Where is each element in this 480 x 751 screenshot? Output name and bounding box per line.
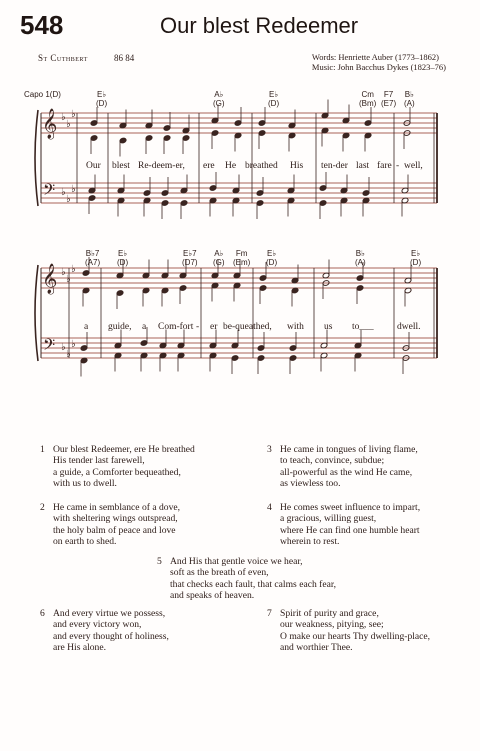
verse-line: and every victory won,: [53, 619, 142, 631]
verse-line: all-powerful as the wind He came,: [280, 466, 413, 478]
flat-icon: ♭: [61, 342, 66, 353]
hymn-title: Our blest Redeemer: [160, 13, 359, 38]
chord-symbol: [381, 90, 396, 108]
bass-clef-icon: 𝄢: [43, 336, 56, 358]
verse-line: He came in semblance of a dove,: [53, 502, 181, 513]
verse-number: 2: [40, 502, 45, 513]
lyric-syllable: ere: [203, 161, 215, 171]
chord-name: A♭: [214, 90, 224, 99]
lyric-syllable: dwell.: [397, 322, 421, 332]
verse-line: our weakness, pitying, see;: [280, 619, 384, 631]
verse-line: O make our hearts Thy dwelling-place,: [280, 630, 431, 642]
verse-line: And every virtue we possess,: [53, 608, 166, 619]
lyric-syllable: -: [396, 161, 400, 171]
chord-symbol: [117, 249, 128, 267]
chord-name: E♭7: [183, 249, 197, 258]
capo-chord-name: (A): [355, 258, 366, 267]
verse-line: and worthier Thee.: [280, 642, 353, 654]
chord-name: E♭: [97, 90, 107, 99]
lyric-syllable: Our: [86, 161, 101, 171]
flat-icon: ♭: [71, 339, 76, 350]
verse-line: on earth to shed.: [53, 536, 117, 548]
capo-chord-name: (E7): [381, 99, 397, 108]
flat-icon: ♭: [66, 349, 71, 360]
capo-label: Capo 1(D): [24, 90, 61, 99]
flat-icon: ♭: [61, 112, 66, 123]
chord-symbol: [355, 249, 366, 267]
verse-number: 3: [267, 444, 272, 455]
verse-number: 6: [40, 608, 45, 619]
lyric-syllable: ten-der: [321, 161, 348, 171]
chord-name: E♭: [118, 249, 128, 258]
verse-line: He came in tongues of living flame,: [280, 444, 418, 455]
chord-symbol: [404, 90, 415, 108]
chord-symbol: [266, 249, 277, 267]
verse-line: a guide, a Comforter bequeathed,: [53, 466, 181, 478]
flat-icon: ♭: [71, 184, 76, 195]
lyric-syllable: His: [290, 161, 304, 171]
verse-line: as viewless too.: [280, 478, 341, 490]
capo-chord-name: (A): [404, 99, 415, 108]
verse-line: with us to dwell.: [53, 478, 117, 490]
capo-chord-name: (G): [213, 99, 225, 108]
lyric-syllable: a: [142, 322, 147, 332]
verse-line: Spirit of purity and grace,: [280, 608, 379, 619]
capo-chord-name: (D): [410, 258, 422, 267]
lyric-syllable: Com-fort: [158, 322, 194, 332]
music-credit: Music: John Bacchus Dykes (1823–76): [311, 62, 446, 72]
verse-line: soft as the breath of even,: [170, 567, 269, 579]
chord-symbol: [182, 249, 198, 267]
chord-name: B♭: [404, 90, 414, 99]
chord-name: B♭: [355, 249, 365, 258]
chord-symbol: [233, 249, 250, 267]
verse-line: a gracious, willing guest,: [280, 513, 377, 525]
chord-symbol: [213, 90, 225, 108]
chord-name: F7: [383, 90, 394, 99]
chord-symbol: [213, 249, 225, 267]
chord-symbol: [96, 90, 107, 108]
lyric-syllable: -: [196, 322, 200, 332]
capo-chord-name: (G): [213, 258, 225, 267]
chord-name: E♭: [411, 249, 421, 258]
treble-clef-icon: 𝄞: [42, 109, 58, 139]
verse-line: the holy balm of peace and love: [53, 524, 176, 536]
verse-number: 1: [40, 444, 45, 455]
lyric-syllable: with: [287, 322, 304, 332]
capo-chord-name: (D7): [182, 258, 198, 267]
lyric-syllable: a: [84, 322, 89, 332]
chord-name: E♭: [269, 90, 279, 99]
tune-name: St Cuthbert: [38, 53, 88, 63]
verse-line: His tender last farewell,: [53, 455, 145, 467]
verse-line: to teach, convince, subdue;: [280, 455, 385, 467]
chord-name: E♭: [267, 249, 277, 258]
lyric-syllable: fare: [377, 161, 392, 171]
lyric-syllable: last: [356, 161, 370, 171]
lyric-syllable: to___: [352, 322, 374, 332]
chord-name: Cm: [361, 90, 374, 99]
flat-icon: ♭: [71, 109, 76, 120]
capo-chord-name: (D): [117, 258, 129, 267]
capo-chord-name: (Bm): [359, 99, 377, 108]
verse-line: And His that gentle voice we hear,: [170, 556, 303, 567]
chord-symbol: [359, 90, 376, 108]
lyric-syllable: guide,: [108, 322, 132, 332]
capo-chord-name: (D): [268, 99, 280, 108]
verse-line: where He can find one humble heart: [280, 524, 420, 536]
capo-chord-name: (D): [96, 99, 108, 108]
lyric-syllable: be-queathed,: [223, 322, 272, 332]
flat-icon: ♭: [66, 194, 71, 205]
bass-clef-icon: 𝄢: [43, 181, 56, 203]
chord-symbol: [268, 90, 279, 108]
flat-icon: ♭: [66, 274, 71, 285]
chord-symbol: [85, 249, 100, 267]
lyric-syllable: He: [225, 161, 237, 171]
chord-symbol: [410, 249, 421, 267]
verse-number: 4: [267, 502, 272, 513]
verse-line: that checks each fault, that calms each fear,: [170, 578, 337, 590]
verse-line: He comes sweet influence to impart,: [280, 502, 421, 513]
capo-chord-name: (A7): [85, 258, 101, 267]
capo-chord-name: (Em): [233, 258, 251, 267]
chord-name: B♭7: [85, 249, 100, 258]
verse-line: are His alone.: [53, 642, 107, 654]
flat-icon: ♭: [61, 187, 66, 198]
chord-name: A♭: [214, 249, 224, 258]
verse-line: wherein to rest.: [280, 536, 340, 548]
hymn-number: 548: [20, 10, 64, 40]
lyric-syllable: er: [210, 322, 218, 332]
verse-line: Our blest Redeemer, ere He breathed: [53, 444, 195, 455]
system-brace: [35, 265, 38, 361]
verse-line: and speaks of heaven.: [170, 590, 255, 602]
capo-chord-name: (D): [266, 258, 278, 267]
verse-line: and every thought of holiness,: [53, 630, 169, 642]
lyric-syllable: us: [324, 322, 333, 332]
tune-meter: 86 84: [114, 53, 135, 63]
treble-clef-icon: 𝄞: [42, 264, 58, 294]
verse-number: 5: [157, 556, 162, 567]
lyric-syllable: Re-deem-er,: [138, 161, 185, 171]
flat-icon: ♭: [71, 264, 76, 275]
verse-number: 7: [267, 608, 272, 619]
flat-icon: ♭: [66, 119, 71, 130]
lyric-syllable: well,: [404, 161, 423, 171]
flat-icon: ♭: [61, 267, 66, 278]
lyric-syllable: blest: [112, 161, 130, 171]
chord-name: Fm: [235, 249, 248, 258]
words-credit: Words: Henriette Auber (1773–1862): [311, 52, 439, 62]
system-brace: [35, 110, 38, 206]
lyric-syllable: breathed: [245, 161, 278, 171]
verse-line: with sheltering wings outspread,: [53, 513, 178, 525]
